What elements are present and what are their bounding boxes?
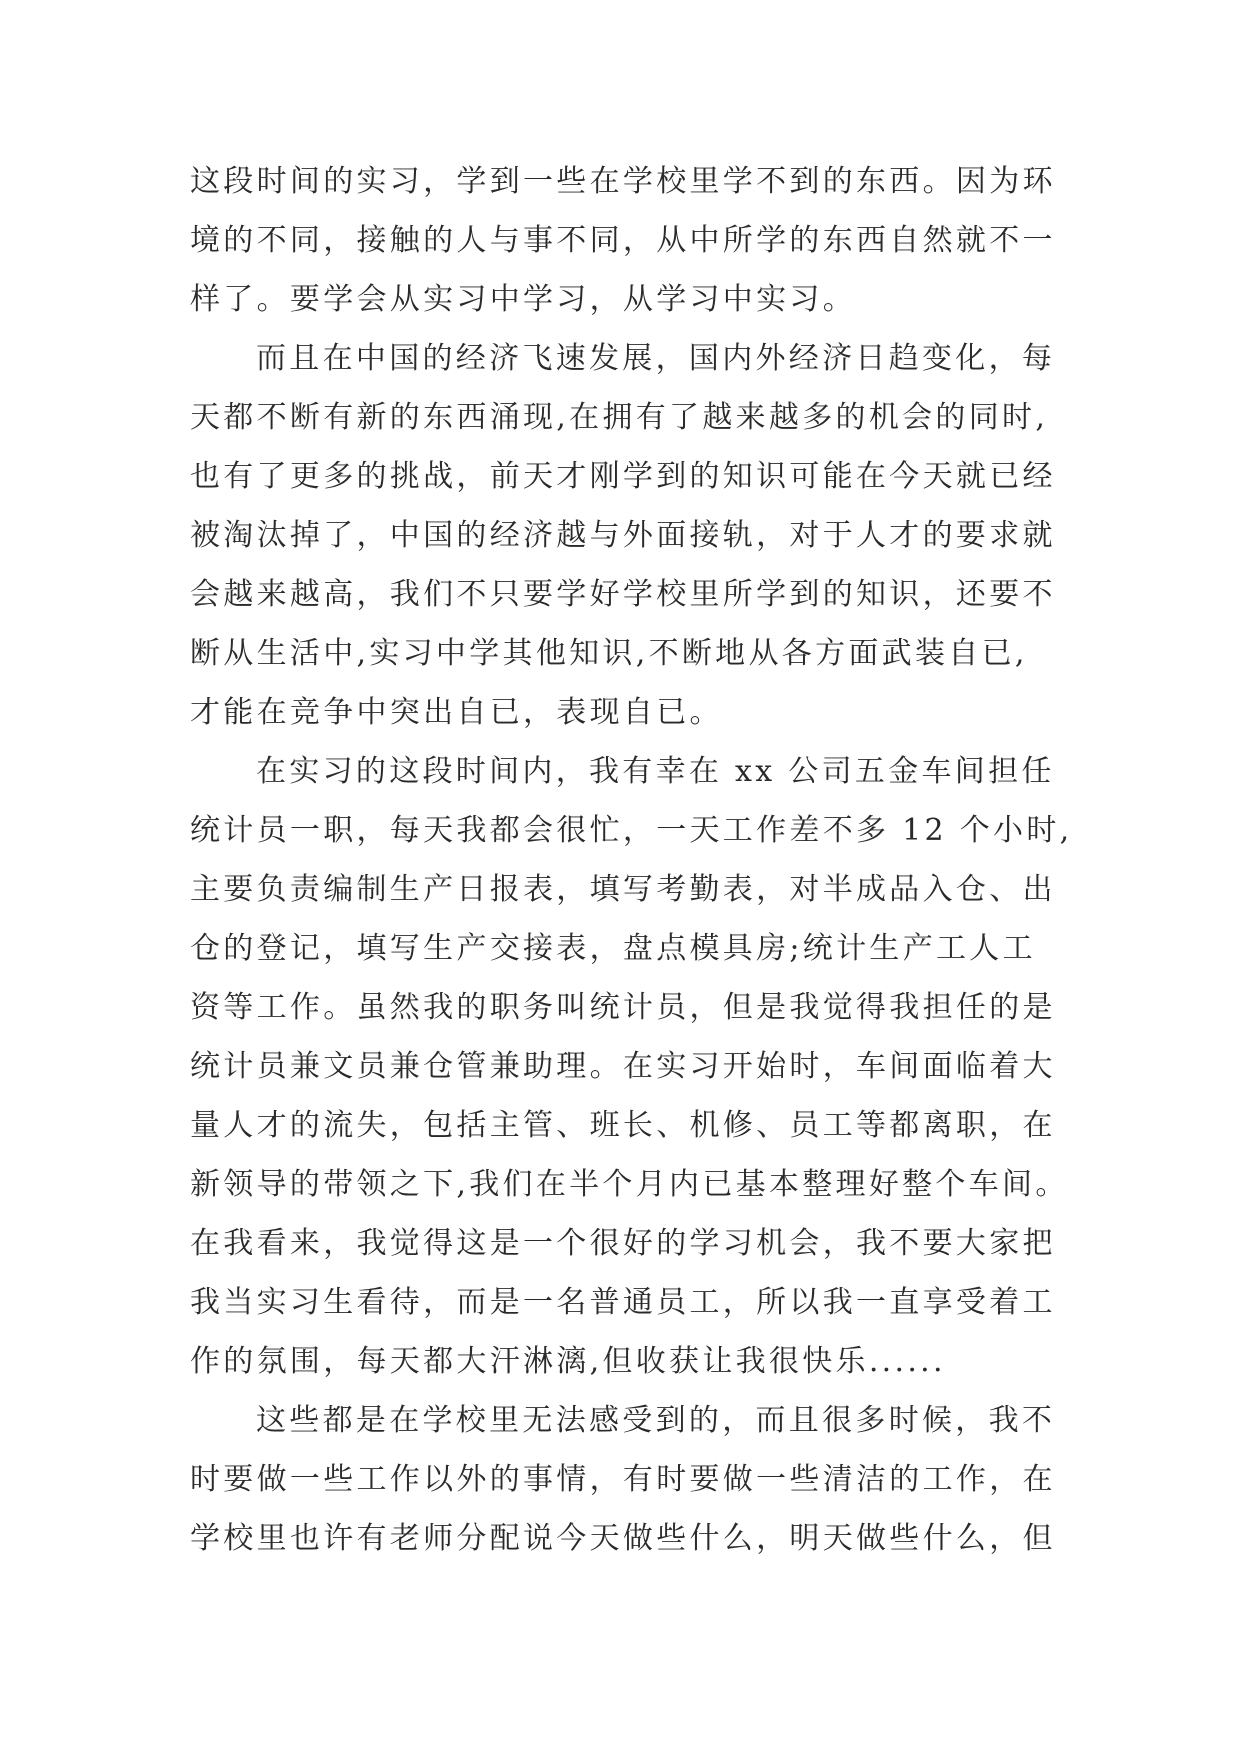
text-line: 仓的登记，填写生产交接表，盘点模具房;统计生产工人工	[190, 931, 1036, 966]
paragraph-first-line: 而且在中国的经济飞速发展，国内外经济日趋变化，每	[256, 341, 1056, 376]
text-line: 境的不同，接触的人与事不同，从中所学的东西自然就不一	[190, 223, 1056, 258]
text-line: 在我看来，我觉得这是一个很好的学习机会，我不要大家把	[190, 1226, 1056, 1261]
text-line: 主要负责编制生产日报表，填写考勤表，对半成品入仓、出	[190, 872, 1056, 907]
text-line: 资等工作。虽然我的职务叫统计员，但是我觉得我担任的是	[190, 990, 1056, 1025]
text-line: 统计员兼文员兼仓管兼助理。在实习开始时，车间面临着大	[190, 1049, 1056, 1084]
text-line: 样了。要学会从实习中学习，从学习中实习。	[190, 282, 856, 317]
text-line: 时要做一些工作以外的事情，有时要做一些清洁的工作，在	[190, 1462, 1056, 1497]
text-line: 断从生活中,实习中学其他知识,不断地从各方面武装自已,	[190, 636, 1028, 671]
text-line: 被淘汰掉了，中国的经济越与外面接轨，对于人才的要求就	[190, 518, 1056, 553]
paragraph-first-line: 这些都是在学校里无法感受到的，而且很多时候，我不	[256, 1403, 1056, 1438]
text-line: 会越来越高，我们不只要学好学校里所学到的知识，还要不	[190, 577, 1056, 612]
text-line: 这段时间的实习，学到一些在学校里学不到的东西。因为环	[190, 164, 1056, 199]
document-body	[190, 152, 1073, 1568]
text-line: 也有了更多的挑战，前天才刚学到的知识可能在今天就已经	[190, 459, 1056, 494]
paragraph-first-line: 在实习的这段时间内，我有幸在 xx 公司五金车间担任	[256, 754, 1055, 789]
text-line: 才能在竞争中突出自已，表现自已。	[190, 695, 723, 730]
text-line: 量人才的流失，包括主管、班长、机修、员工等都离职，在	[190, 1108, 1056, 1143]
text-line: 学校里也许有老师分配说今天做些什么，明天做些什么，但	[190, 1521, 1056, 1556]
text-line: 作的氛围，每天都大汗淋漓,但收获让我很快乐......	[190, 1344, 946, 1379]
text-line: 我当实习生看待，而是一名普通员工，所以我一直享受着工	[190, 1285, 1056, 1320]
text-line: 新领导的带领之下,我们在半个月内已基本整理好整个车间。	[190, 1167, 1069, 1202]
text-line: 天都不断有新的东西涌现,在拥有了越来越多的机会的同时,	[190, 400, 1049, 435]
text-line: 统计员一职，每天我都会很忙，一天工作差不多 12 个小时,	[190, 813, 1073, 848]
